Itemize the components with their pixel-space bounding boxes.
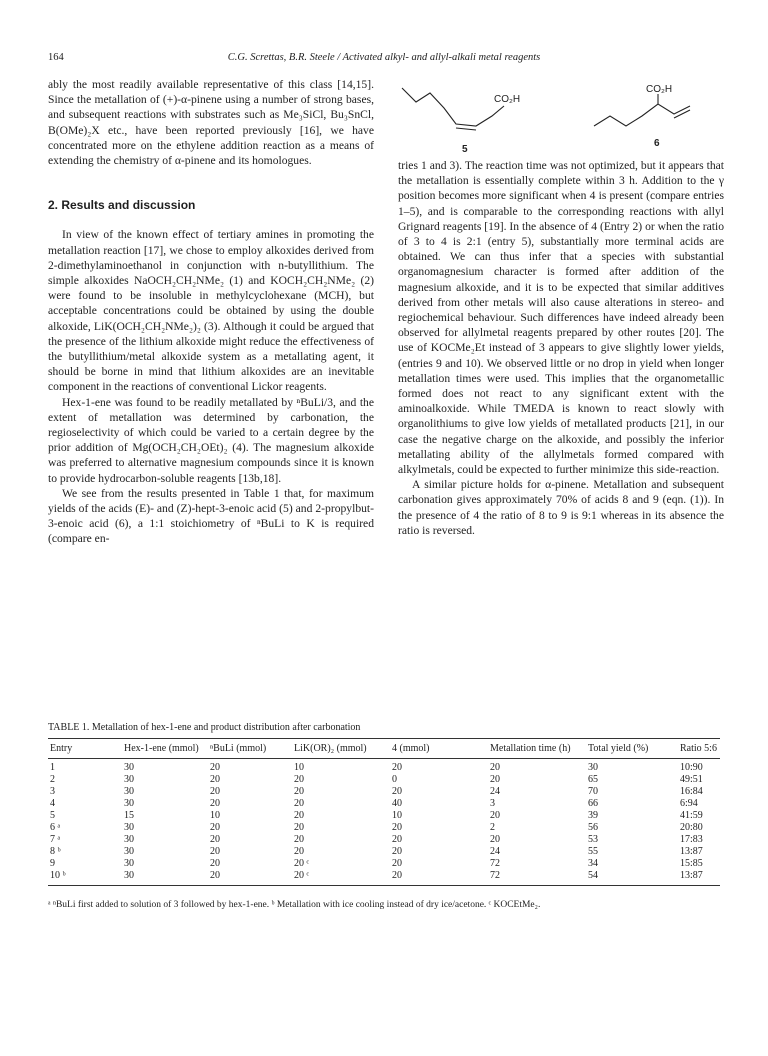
table-cell: 1 [50,762,55,773]
table-cell: 39 [588,810,598,821]
table-cell: 20 [390,870,488,886]
table-cell: 8 ᵇ [50,846,61,857]
paragraph: tries 1 and 3). The reaction time was not optimized, but it appears that the metallation is essentially complete within 3 h. Addition to the γ position becomes more significant when 4 is present (compare entries 1–5), and is comparable to the corresponding reactions with allyl Grignard reagents [19]. In the absence of 4 (Entry 2) or when the ratio of 3 to 4 is 2:1 (entry 5), substantially more terminal acids are obtained. We can thus infer that a species with substantial organomagnesium character is formed after addition of the magnesium alkoxide, and it is to be expected that similar additives derived from other metals will also cause alterations in stereo- and regiochemical behaviour. Such differences have indeed already been observed for allylmetal reagents prepared by other routes [20]. The use of KOCMe₂Et instead of 3 appears to give slightly lower yields, (entries 9 and 10). We observed little or no drop in yield when longer metallation times were used. This implies that the organometallic formed does not react to any significant extent with the aminoalkoxide. While TMEDA is known to react slowly with organolithiums to give low yields of metallated products [21], in our case the negative charge on the alkoxide, and possibly the inferior metallating ability of the allylmetals formed compared with alkylmetals, could be expected to further minimize this side-reaction. [398,159,724,477]
table-cell: 10 [392,810,402,821]
table-cell: 30 [124,774,134,785]
table-cell: 41:59 [680,810,703,821]
column-header: Hex-1-ene (mmol) [122,739,208,759]
table-cell: 13:87 [678,870,720,886]
table-cell: 13:87 [680,846,703,857]
table-cell: 20 [210,786,220,797]
table-row [48,858,720,870]
table-caption: TABLE 1. Metallation of hex-1-ene and product distribution after carbonation [48,722,361,733]
page-number: 164 [48,52,64,63]
table-cell: 20 [210,762,220,773]
table-cell: 20 [294,822,304,833]
table-cell: 49:51 [680,774,703,785]
table-cell: 20 [210,822,220,833]
table-cell: 20 ᶜ [294,858,310,869]
table-cell: 17:83 [680,834,703,845]
table-row [48,798,720,810]
table-cell: 30 [124,798,134,809]
table-cell: 10 ᵇ [48,870,122,886]
table-cell: 20 [294,798,304,809]
table-cell: 30 [124,858,134,869]
structure-6-label: 6 [654,138,660,149]
table-cell: 20 [392,846,402,857]
table-footnote: ᵃ ⁿBuLi first added to solution of 3 followed by hex-1-ene. ᵇ Metallation with ice cooling instead of dry ice/acetone. ᶜ KOCEtMe₂. [48,900,541,910]
table-cell: 20 [490,810,500,821]
paragraph: ably the most readily available representative of this class [14,15]. Since the metallation of (+)-α-pinene using a number of strong bases, and subsequent reactions with substrates such as Me₃SiCl, Bu₃SnCl, B(OMe)₂X etc., have been reported previously [16], we have concentrated more on the ethylene addition reaction as a means of extending the chemistry of α-pinene and its homologues. [48,78,374,168]
table-cell: 66 [588,798,598,809]
table-cell: 0 [392,774,397,785]
table-cell: 20 [210,858,220,869]
table-cell: 30 [124,834,134,845]
table-cell: 20 [490,762,500,773]
table-cell: 20 [392,822,402,833]
left-column [48,77,374,547]
running-header [48,52,720,68]
structure-5 [402,88,504,130]
structure-6 [594,94,690,126]
table-cell: 5 [50,810,55,821]
table-cell: 34 [588,858,598,869]
column-header: Total yield (%) [586,739,678,759]
table-cell: 20 ᶜ [292,870,390,886]
table-cell: 20 [392,762,402,773]
right-column [398,158,724,538]
table-cell: 10 [294,762,304,773]
table-cell: 4 [50,798,55,809]
table-cell: 30 [124,822,134,833]
table-cell: 20 [490,834,500,845]
table-cell: 3 [490,798,495,809]
table-cell: 10:90 [680,762,703,773]
column-header: LiK(OR)₂ (mmol) [292,739,390,759]
table-cell: 72 [488,870,586,886]
table-cell: 20:80 [680,822,703,833]
column-header: Entry [48,739,122,759]
table-cell: 10 [210,810,220,821]
structure-6-group: CO₂H [646,84,673,95]
table-cell: 20 [210,834,220,845]
table-cell: 70 [588,786,598,797]
table-cell: 20 [490,774,500,785]
running-title: C.G. Screttas, B.R. Steele / Activated alkyl- and allyl-alkali metal reagents [227,52,541,63]
column-header: Metallation time (h) [488,739,586,759]
table-row [48,846,720,858]
table-cell: 2 [50,774,55,785]
table-cell: 15:85 [680,858,703,869]
table-row [48,759,720,775]
table-row [48,774,720,786]
table-cell: 72 [490,858,500,869]
table-row [48,870,720,886]
table-cell: 9 [50,858,55,869]
table-cell: 30 [588,762,598,773]
table-cell: 65 [588,774,598,785]
table-cell: 56 [588,822,598,833]
table-row [48,822,720,834]
table-cell: 20 [210,798,220,809]
section-heading: 2. Results and discussion [48,198,196,213]
table-cell: 20 [392,858,402,869]
table-cell: 20 [392,834,402,845]
table-cell: 6 ᵃ [50,822,61,833]
table-row [48,810,720,822]
structure-5-group: CO₂H [494,94,521,105]
column-header: 4 (mmol) [390,739,488,759]
table-cell: 54 [586,870,678,886]
paragraph: In view of the known effect of tertiary amines in promoting the metallation reaction [17], we chose to employ alkoxides derived from 2-dimethylaminoethanol in conjunction with n-butyllithium. The simple alkoxides NaOCH₂CH₂NMe₂ (1) and KOCH₂CH₂NMe₂ (2) were found to be insoluble in methylcyclohexane (MCH), but acceptable concentrations could be obtained by using the double alkoxide, LiK(OCH₂CH₂NMe₂)₂ (3). Although it could be argued that the presence of the lithium alkoxide might reduce the effectiveness of the butyllithium/metal alkoxide system as a metallating agent, it should be borne in mind that lithium alkoxides are an inevitable component in the reactions of conventional Lickor reagents. [48,228,374,394]
table-cell: 7 ᵃ [50,834,61,845]
table-cell: 20 [294,810,304,821]
table-cell: 16:84 [680,786,703,797]
column-header: ⁿBuLi (mmol) [208,739,292,759]
table-row [48,834,720,846]
table-cell: 3 [50,786,55,797]
table-cell: 15 [124,810,134,821]
table-cell: 2 [490,822,495,833]
table-cell: 20 [294,774,304,785]
paragraph: We see from the results presented in Table 1 that, for maximum yields of the acids (E)- and (Z)-hept-3-enoic acid (5) and 2-propylbut-3-enoic acid (6), a 1:1 stoichiometry of ⁿBuLi to K is required (compare en- [48,486,374,546]
results-table [48,738,720,886]
table-cell: 20 [208,870,292,886]
table-cell: 55 [588,846,598,857]
table-cell: 20 [294,834,304,845]
table-cell: 6:94 [680,798,698,809]
table-cell: 20 [210,774,220,785]
table-cell: 40 [392,798,402,809]
table-row [48,786,720,798]
table-header-row [48,739,720,759]
table-cell: 24 [490,846,500,857]
table-cell: 20 [294,846,304,857]
column-header: Ratio 5:6 [678,739,720,759]
chemical-structures [398,84,720,156]
table-cell: 30 [124,846,134,857]
paragraph: Hex-1-ene was found to be readily metallated by ⁿBuLi/3, and the extent of metallation was determined by carbonation, the regioselectivity of which could be varied to a certain degree by the prior addition of Mg(OCH₂CH₂OEt)₂ (4). The magnesium alkoxide was preferred to alternative magnesium compounds since it is known to provide hydrocarbon-soluble reagents [13b,18]. [48,395,374,485]
table-cell: 30 [124,786,134,797]
table-cell: 20 [294,786,304,797]
table-cell: 30 [124,762,134,773]
structure-5-label: 5 [462,144,468,155]
table-cell: 30 [122,870,208,886]
table-cell: 20 [210,846,220,857]
table-cell: 53 [588,834,598,845]
paragraph: A similar picture holds for α-pinene. Metallation and subsequent carbonation gives approximately 70% of acids 8 and 9 (eqn. (1)). In the presence of 4 the ratio of 8 to 9 is 9:1 whereas in its absence the ratio is reversed. [398,478,724,537]
table-cell: 24 [490,786,500,797]
table-cell: 20 [392,786,402,797]
